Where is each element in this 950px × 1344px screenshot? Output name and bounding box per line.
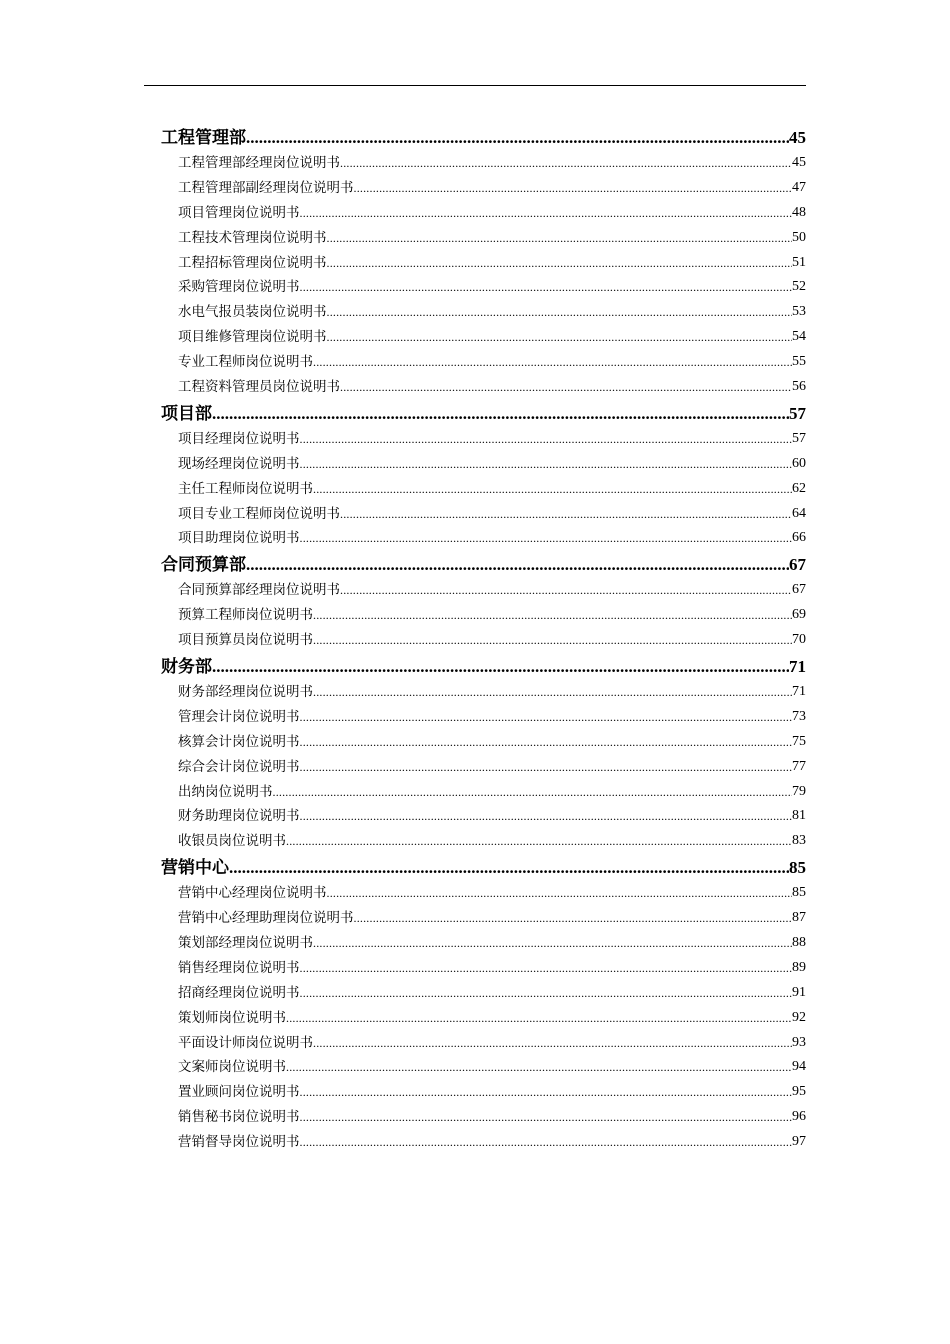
dot-leader xyxy=(286,829,792,854)
entry-title: 置业顾问岗位说明书 xyxy=(178,1084,300,1101)
dot-leader xyxy=(246,551,789,578)
toc-entry[interactable] xyxy=(161,755,806,780)
toc-entry[interactable] xyxy=(161,680,806,705)
dot-leader xyxy=(300,804,793,829)
entry-title: 工程招标管理岗位说明书 xyxy=(178,254,327,271)
entry-page-number: 53 xyxy=(792,304,806,320)
entry-page-number: 96 xyxy=(792,1109,806,1125)
entry-page-number: 52 xyxy=(792,279,806,295)
dot-leader xyxy=(300,730,793,755)
entry-title: 出纳岗位说明书 xyxy=(178,783,273,800)
entry-title: 预算工程师岗位说明书 xyxy=(178,607,313,624)
entry-title: 营销中心经理岗位说明书 xyxy=(178,885,327,902)
toc-entry[interactable] xyxy=(161,526,806,551)
toc-entry[interactable] xyxy=(161,804,806,829)
dot-leader xyxy=(340,375,792,400)
entry-title: 营销中心经理助理岗位说明书 xyxy=(178,910,354,927)
dot-leader xyxy=(300,1080,793,1105)
dot-leader xyxy=(313,350,792,375)
dot-leader xyxy=(300,956,793,981)
entry-title: 主任工程师岗位说明书 xyxy=(178,480,313,497)
dot-leader xyxy=(327,881,793,906)
entry-page-number: 64 xyxy=(792,505,806,521)
dot-leader xyxy=(300,275,793,300)
entry-title: 工程资料管理员岗位说明书 xyxy=(178,379,340,395)
dot-leader xyxy=(313,477,792,502)
entry-title: 平面设计师岗位说明书 xyxy=(178,1034,313,1051)
dot-leader xyxy=(354,906,793,931)
table-of-contents xyxy=(161,124,806,1155)
dot-leader xyxy=(300,427,793,452)
toc-entry[interactable] xyxy=(161,829,806,854)
dot-leader xyxy=(229,854,789,881)
entry-page-number: 77 xyxy=(792,758,806,774)
entry-page-number: 85 xyxy=(792,885,806,901)
entry-title: 财务助理岗位说明书 xyxy=(178,808,300,825)
toc-entry[interactable] xyxy=(161,176,806,201)
toc-entry[interactable] xyxy=(161,705,806,730)
dot-leader xyxy=(313,628,792,653)
dot-leader xyxy=(300,526,793,551)
dot-leader xyxy=(327,300,793,325)
toc-entry[interactable] xyxy=(161,1105,806,1130)
dot-leader xyxy=(212,400,789,427)
entry-page-number: 93 xyxy=(792,1034,806,1050)
entry-title: 现场经理岗位说明书 xyxy=(178,455,300,472)
toc-section-heading[interactable] xyxy=(161,400,806,427)
entry-page-number: 87 xyxy=(792,910,806,926)
entry-title: 销售经理岗位说明书 xyxy=(178,959,300,976)
entry-title: 工程管理部副经理岗位说明书 xyxy=(178,179,354,196)
toc-entry[interactable] xyxy=(161,881,806,906)
entry-title: 文案师岗位说明书 xyxy=(178,1059,286,1076)
section-title: 工程管理部 xyxy=(161,128,246,147)
toc-section-heading[interactable] xyxy=(161,854,806,881)
entry-page-number: 57 xyxy=(792,430,806,446)
toc-entry[interactable] xyxy=(161,981,806,1006)
toc-entry[interactable] xyxy=(161,1031,806,1056)
entry-page-number: 75 xyxy=(792,733,806,749)
section-page-number: 71 xyxy=(789,657,806,677)
toc-entry[interactable] xyxy=(161,375,806,400)
entry-title: 项目助理岗位说明书 xyxy=(178,530,300,547)
dot-leader xyxy=(300,1130,793,1155)
entry-page-number: 56 xyxy=(792,379,806,394)
toc-section-heading[interactable] xyxy=(161,551,806,578)
entry-title: 营销督导岗位说明书 xyxy=(178,1134,300,1151)
entry-page-number: 66 xyxy=(792,530,806,546)
section-page-number: 57 xyxy=(789,403,806,423)
entry-title: 综合会计岗位说明书 xyxy=(178,758,300,775)
entry-page-number: 47 xyxy=(792,179,806,195)
toc-entry[interactable] xyxy=(161,477,806,502)
dot-leader xyxy=(300,201,793,226)
dot-leader xyxy=(212,653,789,680)
dot-leader xyxy=(313,680,792,705)
section-page-number: 45 xyxy=(789,128,806,147)
entry-page-number: 51 xyxy=(792,254,806,270)
entry-title: 项目经理岗位说明书 xyxy=(178,430,300,447)
toc-entry[interactable] xyxy=(161,956,806,981)
dot-leader xyxy=(300,452,793,477)
toc-entry[interactable] xyxy=(161,275,806,300)
toc-entry[interactable] xyxy=(161,325,806,350)
toc-entry[interactable] xyxy=(161,1006,806,1031)
dot-leader xyxy=(313,603,792,628)
entry-page-number: 71 xyxy=(792,684,806,700)
entry-page-number: 67 xyxy=(792,582,806,598)
toc-entry[interactable] xyxy=(161,603,806,628)
toc-section-heading[interactable] xyxy=(161,653,806,680)
toc-entry[interactable] xyxy=(161,226,806,251)
entry-page-number: 69 xyxy=(792,607,806,623)
entry-page-number: 50 xyxy=(792,229,806,245)
dot-leader xyxy=(340,502,792,527)
dot-leader xyxy=(313,1031,792,1056)
header-rule xyxy=(144,85,806,86)
entry-page-number: 45 xyxy=(792,154,806,170)
entry-title: 管理会计岗位说明书 xyxy=(178,708,300,725)
dot-leader xyxy=(300,755,793,780)
toc-entry[interactable] xyxy=(161,350,806,375)
toc-entry[interactable] xyxy=(161,151,806,176)
entry-page-number: 54 xyxy=(792,329,806,345)
dot-leader xyxy=(354,176,793,201)
toc-entry[interactable] xyxy=(161,502,806,527)
dot-leader xyxy=(300,705,793,730)
entry-page-number: 97 xyxy=(792,1134,806,1150)
dot-leader xyxy=(340,578,792,603)
toc-entry[interactable] xyxy=(161,201,806,226)
toc-entry[interactable] xyxy=(161,251,806,276)
entry-page-number: 73 xyxy=(792,708,806,724)
dot-leader xyxy=(300,1105,793,1130)
toc-entry[interactable] xyxy=(161,931,806,956)
entry-title: 项目专业工程师岗位说明书 xyxy=(178,505,340,522)
entry-page-number: 92 xyxy=(792,1009,806,1025)
entry-title: 销售秘书岗位说明书 xyxy=(178,1109,300,1126)
toc-entry[interactable] xyxy=(161,1130,806,1155)
entry-title: 项目管理岗位说明书 xyxy=(178,204,300,221)
entry-page-number: 62 xyxy=(792,480,806,496)
toc-entry[interactable] xyxy=(161,780,806,805)
entry-page-number: 88 xyxy=(792,935,806,951)
entry-page-number: 55 xyxy=(792,354,806,370)
entry-page-number: 95 xyxy=(792,1084,806,1100)
entry-title: 水电气报员装岗位说明书 xyxy=(178,304,327,321)
entry-title: 财务部经理岗位说明书 xyxy=(178,684,313,701)
entry-title: 核算会计岗位说明书 xyxy=(178,733,300,750)
dot-leader xyxy=(246,124,789,151)
entry-page-number: 79 xyxy=(792,783,806,799)
entry-page-number: 81 xyxy=(792,808,806,824)
toc-entry[interactable] xyxy=(161,628,806,653)
entry-title: 工程技术管理岗位说明书 xyxy=(178,229,327,246)
entry-page-number: 60 xyxy=(792,455,806,471)
section-page-number: 67 xyxy=(789,555,806,575)
toc-entry[interactable] xyxy=(161,578,806,603)
entry-page-number: 89 xyxy=(792,959,806,975)
section-title: 营销中心 xyxy=(161,858,229,878)
entry-title: 项目维修管理岗位说明书 xyxy=(178,329,327,346)
dot-leader xyxy=(327,325,793,350)
dot-leader xyxy=(273,780,793,805)
entry-page-number: 48 xyxy=(792,204,806,220)
toc-entry[interactable] xyxy=(161,427,806,452)
entry-title: 策划师岗位说明书 xyxy=(178,1009,286,1026)
toc-entry[interactable] xyxy=(161,730,806,755)
section-title: 合同预算部 xyxy=(161,555,246,575)
entry-page-number: 91 xyxy=(792,984,806,1000)
entry-title: 工程管理部经理岗位说明书 xyxy=(178,154,340,171)
entry-title: 专业工程师岗位说明书 xyxy=(178,354,313,371)
entry-title: 项目预算员岗位说明书 xyxy=(178,632,313,649)
dot-leader xyxy=(286,1006,792,1031)
toc-entry[interactable] xyxy=(161,1080,806,1105)
entry-page-number: 94 xyxy=(792,1059,806,1075)
entry-page-number: 83 xyxy=(792,833,806,849)
entry-title: 策划部经理岗位说明书 xyxy=(178,935,313,952)
dot-leader xyxy=(313,931,792,956)
dot-leader xyxy=(340,151,792,176)
section-title: 财务部 xyxy=(161,657,212,677)
toc-entry[interactable] xyxy=(161,300,806,325)
entry-page-number: 70 xyxy=(792,632,806,648)
dot-leader xyxy=(300,981,793,1006)
toc-entry[interactable] xyxy=(161,1056,806,1081)
dot-leader xyxy=(327,226,793,251)
section-page-number: 85 xyxy=(789,858,806,878)
entry-title: 招商经理岗位说明书 xyxy=(178,984,300,1001)
toc-entry[interactable] xyxy=(161,906,806,931)
entry-title: 采购管理岗位说明书 xyxy=(178,279,300,296)
entry-title: 合同预算部经理岗位说明书 xyxy=(178,582,340,599)
dot-leader xyxy=(327,251,793,276)
section-title: 项目部 xyxy=(161,403,212,423)
entry-title: 收银员岗位说明书 xyxy=(178,833,286,850)
toc-section-heading[interactable] xyxy=(161,124,806,151)
dot-leader xyxy=(286,1056,792,1081)
toc-entry[interactable] xyxy=(161,452,806,477)
